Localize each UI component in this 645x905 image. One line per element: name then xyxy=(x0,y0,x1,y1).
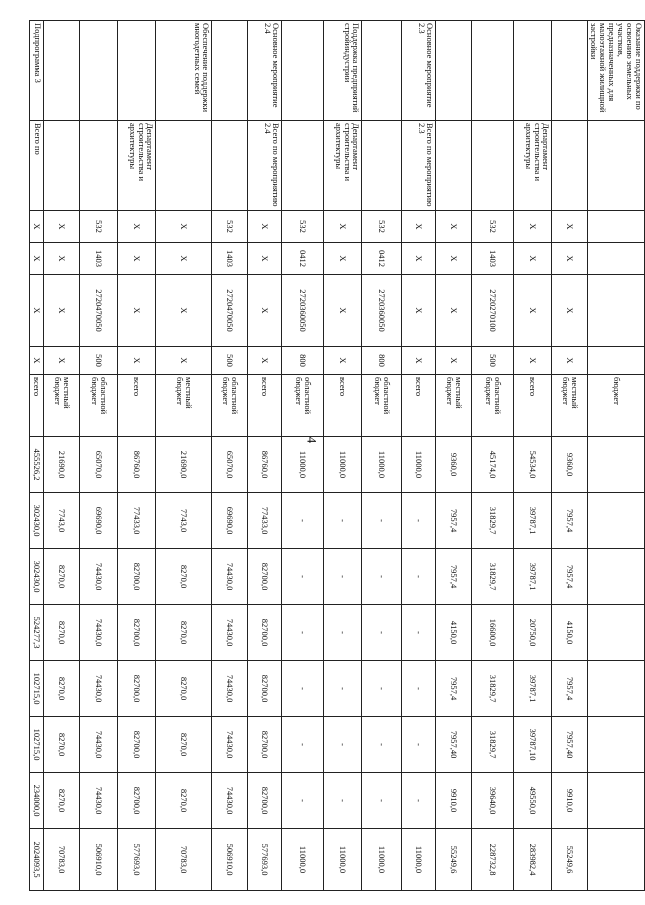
table-row xyxy=(44,21,80,891)
vr-cell: 800 xyxy=(362,347,402,375)
executor-cell xyxy=(436,121,472,211)
value-cell: - xyxy=(282,605,324,661)
row-name-cell xyxy=(80,21,118,121)
value-cell: 11000,0 xyxy=(402,437,436,493)
value-cell: 20750,0 xyxy=(514,605,552,661)
value-cell xyxy=(588,773,645,829)
value-cell: - xyxy=(282,493,324,549)
value-cell: 8270,0 xyxy=(44,605,80,661)
value-cell: 8270,0 xyxy=(156,661,212,717)
grbs-cell: 532 xyxy=(362,211,402,243)
value-cell: 228732,8 xyxy=(472,829,514,891)
value-cell: 82700,0 xyxy=(118,605,156,661)
value-cell: 102715,0 xyxy=(30,661,44,717)
value-cell: 8270,0 xyxy=(156,773,212,829)
vr-cell: 500 xyxy=(80,347,118,375)
rzpr-cell: X xyxy=(324,243,362,275)
vr-cell: X xyxy=(552,347,588,375)
grbs-cell: 532 xyxy=(282,211,324,243)
funding-source-cell: местный бюджет xyxy=(436,375,472,437)
table-row xyxy=(514,21,552,891)
csr-cell: 2720360050 xyxy=(362,275,402,347)
vr-cell: X xyxy=(156,347,212,375)
value-cell: 74430,0 xyxy=(80,661,118,717)
executor-cell: Департамент строительства и архитектуры xyxy=(118,121,156,211)
value-cell: 39787,10 xyxy=(514,717,552,773)
value-cell: 82700,0 xyxy=(118,661,156,717)
row-name-cell xyxy=(212,21,248,121)
grbs-cell: 532 xyxy=(472,211,514,243)
value-cell: 70783,0 xyxy=(156,829,212,891)
vr-cell: 800 xyxy=(282,347,324,375)
value-cell: 86760,0 xyxy=(118,437,156,493)
value-cell: 39640,0 xyxy=(472,773,514,829)
value-cell: 82700,0 xyxy=(248,717,282,773)
grbs-cell: X xyxy=(30,211,44,243)
grbs-cell: X xyxy=(436,211,472,243)
value-cell: 7957,4 xyxy=(552,493,588,549)
rzpr-cell: 1403 xyxy=(212,243,248,275)
value-cell: - xyxy=(282,661,324,717)
executor-cell: Департамент строительства и архитектуры xyxy=(514,121,552,211)
value-cell: 82700,0 xyxy=(248,549,282,605)
value-cell: 21690,0 xyxy=(44,437,80,493)
value-cell: 77433,0 xyxy=(118,493,156,549)
value-cell: 65070,0 xyxy=(212,437,248,493)
csr-cell: X xyxy=(552,275,588,347)
funding-source-cell: всего xyxy=(402,375,436,437)
value-cell: 506910,0 xyxy=(212,829,248,891)
grbs-cell: X xyxy=(402,211,436,243)
csr-cell: 2720360050 xyxy=(282,275,324,347)
value-cell: 455526,2 xyxy=(30,437,44,493)
value-cell: 302430,0 xyxy=(30,493,44,549)
value-cell: - xyxy=(402,493,436,549)
value-cell: - xyxy=(282,549,324,605)
value-cell: 302430,0 xyxy=(30,549,44,605)
value-cell: 31829,7 xyxy=(472,717,514,773)
grbs-cell: X xyxy=(552,211,588,243)
value-cell: 9910,0 xyxy=(552,773,588,829)
value-cell: 74430,0 xyxy=(80,605,118,661)
value-cell: 74430,0 xyxy=(212,605,248,661)
value-cell: 8270,0 xyxy=(44,549,80,605)
value-cell: 31829,7 xyxy=(472,661,514,717)
executor-cell xyxy=(588,121,645,211)
value-cell: - xyxy=(282,773,324,829)
budget-table-container xyxy=(32,20,645,886)
value-cell: 577693,0 xyxy=(118,829,156,891)
value-cell: 8270,0 xyxy=(156,717,212,773)
value-cell: - xyxy=(402,605,436,661)
value-cell: 234000,0 xyxy=(30,773,44,829)
csr-cell: X xyxy=(514,275,552,347)
row-name-cell xyxy=(44,21,80,121)
value-cell: 55249,6 xyxy=(552,829,588,891)
value-cell: - xyxy=(362,717,402,773)
value-cell xyxy=(588,717,645,773)
csr-cell: X xyxy=(156,275,212,347)
value-cell: 11000,0 xyxy=(324,829,362,891)
funding-source-cell: областной бюджет xyxy=(80,375,118,437)
rzpr-cell: 0412 xyxy=(282,243,324,275)
vr-cell xyxy=(588,347,645,375)
row-name-cell: Поддержка предприятий стройиндустрии xyxy=(324,21,362,121)
value-cell: 45174,0 xyxy=(472,437,514,493)
value-cell: - xyxy=(362,661,402,717)
row-name-cell xyxy=(552,21,588,121)
value-cell: 69690,0 xyxy=(212,493,248,549)
csr-cell: X xyxy=(324,275,362,347)
value-cell: 21690,0 xyxy=(156,437,212,493)
value-cell: 11000,0 xyxy=(362,437,402,493)
grbs-cell: 532 xyxy=(212,211,248,243)
funding-source-cell: областной бюджет xyxy=(282,375,324,437)
csr-cell: X xyxy=(402,275,436,347)
csr-cell: X xyxy=(436,275,472,347)
row-name-cell xyxy=(436,21,472,121)
table-body xyxy=(30,21,645,891)
vr-cell: X xyxy=(324,347,362,375)
executor-cell xyxy=(362,121,402,211)
value-cell: 82700,0 xyxy=(118,549,156,605)
grbs-cell: X xyxy=(156,211,212,243)
value-cell: 8270,0 xyxy=(44,661,80,717)
value-cell: 7957,4 xyxy=(436,549,472,605)
value-cell xyxy=(588,605,645,661)
csr-cell: X xyxy=(30,275,44,347)
value-cell: 4150,0 xyxy=(436,605,472,661)
value-cell xyxy=(588,493,645,549)
value-cell: 39787,1 xyxy=(514,661,552,717)
value-cell: 49550,0 xyxy=(514,773,552,829)
value-cell: - xyxy=(362,605,402,661)
value-cell: 65070,0 xyxy=(80,437,118,493)
funding-source-cell: областной бюджет xyxy=(472,375,514,437)
value-cell: 86760,0 xyxy=(248,437,282,493)
row-name-cell: Обеспечение поддержки многодетных семей xyxy=(156,21,212,121)
value-cell: - xyxy=(324,493,362,549)
rzpr-cell: X xyxy=(30,243,44,275)
table-row xyxy=(552,21,588,891)
value-cell: - xyxy=(324,605,362,661)
table-row xyxy=(118,21,156,891)
value-cell: - xyxy=(324,549,362,605)
value-cell: - xyxy=(282,717,324,773)
grbs-cell: X xyxy=(44,211,80,243)
value-cell: 74430,0 xyxy=(212,549,248,605)
table-row xyxy=(436,21,472,891)
value-cell: - xyxy=(402,661,436,717)
value-cell: 7957,4 xyxy=(436,661,472,717)
value-cell: 7957,40 xyxy=(436,717,472,773)
rzpr-cell: X xyxy=(248,243,282,275)
value-cell: 7743,0 xyxy=(44,493,80,549)
row-name-cell xyxy=(472,21,514,121)
value-cell: 9910,0 xyxy=(436,773,472,829)
value-cell: 9360,0 xyxy=(436,437,472,493)
csr-cell: 2720470050 xyxy=(212,275,248,347)
value-cell: 70783,0 xyxy=(44,829,80,891)
value-cell: 283982,4 xyxy=(514,829,552,891)
value-cell: - xyxy=(402,717,436,773)
value-cell: 16600,0 xyxy=(472,605,514,661)
value-cell: 82700,0 xyxy=(248,605,282,661)
csr-cell: X xyxy=(44,275,80,347)
row-name-cell: Основное мероприятие 2.3 xyxy=(402,21,436,121)
vr-cell: 500 xyxy=(472,347,514,375)
row-name-cell xyxy=(362,21,402,121)
executor-cell xyxy=(44,121,80,211)
value-cell: 31829,7 xyxy=(472,549,514,605)
value-cell: 2024093,5 xyxy=(30,829,44,891)
rzpr-cell: X xyxy=(552,243,588,275)
table-row xyxy=(282,21,324,891)
funding-source-cell: всего xyxy=(30,375,44,437)
vr-cell: X xyxy=(30,347,44,375)
value-cell: 8270,0 xyxy=(44,717,80,773)
value-cell xyxy=(588,437,645,493)
row-name-cell xyxy=(282,21,324,121)
grbs-cell: X xyxy=(118,211,156,243)
executor-cell: Всего по мероприятию 2.4 xyxy=(248,121,282,211)
value-cell: 11000,0 xyxy=(324,437,362,493)
value-cell: 577693,0 xyxy=(248,829,282,891)
table-row xyxy=(80,21,118,891)
rzpr-cell: X xyxy=(118,243,156,275)
executor-cell: Всего по xyxy=(30,121,44,211)
funding-source-cell: местный бюджет xyxy=(44,375,80,437)
table-row xyxy=(588,21,645,891)
vr-cell: X xyxy=(402,347,436,375)
vr-cell: 500 xyxy=(212,347,248,375)
rzpr-cell: X xyxy=(436,243,472,275)
table-row xyxy=(324,21,362,891)
rzpr-cell: X xyxy=(156,243,212,275)
value-cell: 77433,0 xyxy=(248,493,282,549)
grbs-cell: 532 xyxy=(80,211,118,243)
row-name-cell xyxy=(514,21,552,121)
executor-cell: Всего по мероприятию 2.3 xyxy=(402,121,436,211)
value-cell: 7957,4 xyxy=(552,661,588,717)
value-cell: 102715,0 xyxy=(30,717,44,773)
value-cell: 11000,0 xyxy=(402,829,436,891)
value-cell: 74430,0 xyxy=(80,717,118,773)
executor-cell xyxy=(282,121,324,211)
value-cell: 55249,6 xyxy=(436,829,472,891)
funding-source-cell: всего xyxy=(248,375,282,437)
funding-source-cell: всего xyxy=(324,375,362,437)
csr-cell: 2720470050 xyxy=(80,275,118,347)
executor-cell xyxy=(212,121,248,211)
funding-source-cell: местный бюджет xyxy=(156,375,212,437)
value-cell xyxy=(588,829,645,891)
value-cell: 82700,0 xyxy=(118,773,156,829)
value-cell: 82700,0 xyxy=(118,717,156,773)
value-cell: - xyxy=(362,773,402,829)
value-cell: 82700,0 xyxy=(248,661,282,717)
rzpr-cell xyxy=(588,243,645,275)
value-cell: - xyxy=(324,717,362,773)
vr-cell: X xyxy=(118,347,156,375)
grbs-cell: X xyxy=(324,211,362,243)
funding-source-cell: всего xyxy=(514,375,552,437)
table-row xyxy=(472,21,514,891)
value-cell: 31829,7 xyxy=(472,493,514,549)
rzpr-cell: 1403 xyxy=(80,243,118,275)
value-cell: 82700,0 xyxy=(248,773,282,829)
value-cell: - xyxy=(324,661,362,717)
csr-cell xyxy=(588,275,645,347)
csr-cell: X xyxy=(118,275,156,347)
rzpr-cell: 1403 xyxy=(472,243,514,275)
value-cell: 74430,0 xyxy=(212,661,248,717)
value-cell: - xyxy=(362,493,402,549)
row-name-cell: Подпрограмма 3 xyxy=(30,21,44,121)
value-cell: 74430,0 xyxy=(212,773,248,829)
grbs-cell xyxy=(588,211,645,243)
vr-cell: X xyxy=(248,347,282,375)
funding-source-cell: областной бюджет xyxy=(362,375,402,437)
row-name-cell: Основное мероприятие 2.4 xyxy=(248,21,282,121)
csr-cell: 2720270100 xyxy=(472,275,514,347)
value-cell: 39787,1 xyxy=(514,549,552,605)
value-cell xyxy=(588,549,645,605)
value-cell: 11000,0 xyxy=(282,437,324,493)
rzpr-cell: 0412 xyxy=(362,243,402,275)
value-cell: - xyxy=(402,549,436,605)
table-row xyxy=(30,21,44,891)
csr-cell: X xyxy=(248,275,282,347)
vr-cell: X xyxy=(44,347,80,375)
value-cell: 7957,4 xyxy=(436,493,472,549)
grbs-cell: X xyxy=(248,211,282,243)
value-cell: 8270,0 xyxy=(156,605,212,661)
vr-cell: X xyxy=(514,347,552,375)
value-cell: - xyxy=(402,773,436,829)
value-cell: 7957,40 xyxy=(552,717,588,773)
funding-source-cell: областной бюджет xyxy=(212,375,248,437)
value-cell: 39787,1 xyxy=(514,493,552,549)
table-row xyxy=(156,21,212,891)
value-cell: 506910,0 xyxy=(80,829,118,891)
table-row xyxy=(212,21,248,891)
value-cell: - xyxy=(362,549,402,605)
value-cell: 8270,0 xyxy=(44,773,80,829)
rzpr-cell: X xyxy=(514,243,552,275)
value-cell: 69690,0 xyxy=(80,493,118,549)
executor-cell: Департамент строительства и архитектуры xyxy=(324,121,362,211)
value-cell: 7743,0 xyxy=(156,493,212,549)
executor-cell xyxy=(80,121,118,211)
value-cell: 7957,4 xyxy=(552,549,588,605)
value-cell: 74430,0 xyxy=(212,717,248,773)
value-cell: 11000,0 xyxy=(282,829,324,891)
rzpr-cell: X xyxy=(402,243,436,275)
row-name-cell xyxy=(118,21,156,121)
value-cell: 4150,0 xyxy=(552,605,588,661)
funding-source-cell: местный бюджет xyxy=(552,375,588,437)
value-cell: 54534,0 xyxy=(514,437,552,493)
value-cell: 74430,0 xyxy=(80,773,118,829)
value-cell: 74430,0 xyxy=(80,549,118,605)
grbs-cell: X xyxy=(514,211,552,243)
funding-source-cell: всего xyxy=(118,375,156,437)
budget-table xyxy=(29,20,645,891)
row-name-cell: Оказание поддержки по освоению земельных участков, предназначенных для малоэтажной жилищной застройки xyxy=(588,21,645,121)
vr-cell: X xyxy=(436,347,472,375)
executor-cell xyxy=(472,121,514,211)
funding-source-cell: бюджет xyxy=(588,375,645,437)
value-cell: 524277,3 xyxy=(30,605,44,661)
value-cell: - xyxy=(324,773,362,829)
rzpr-cell: X xyxy=(44,243,80,275)
table-row xyxy=(248,21,282,891)
page-number: 4 xyxy=(304,436,320,444)
value-cell xyxy=(588,661,645,717)
executor-cell xyxy=(552,121,588,211)
table-row xyxy=(362,21,402,891)
executor-cell xyxy=(156,121,212,211)
value-cell: 9360,0 xyxy=(552,437,588,493)
value-cell: 8270,0 xyxy=(156,549,212,605)
table-row xyxy=(402,21,436,891)
value-cell: 11000,0 xyxy=(362,829,402,891)
